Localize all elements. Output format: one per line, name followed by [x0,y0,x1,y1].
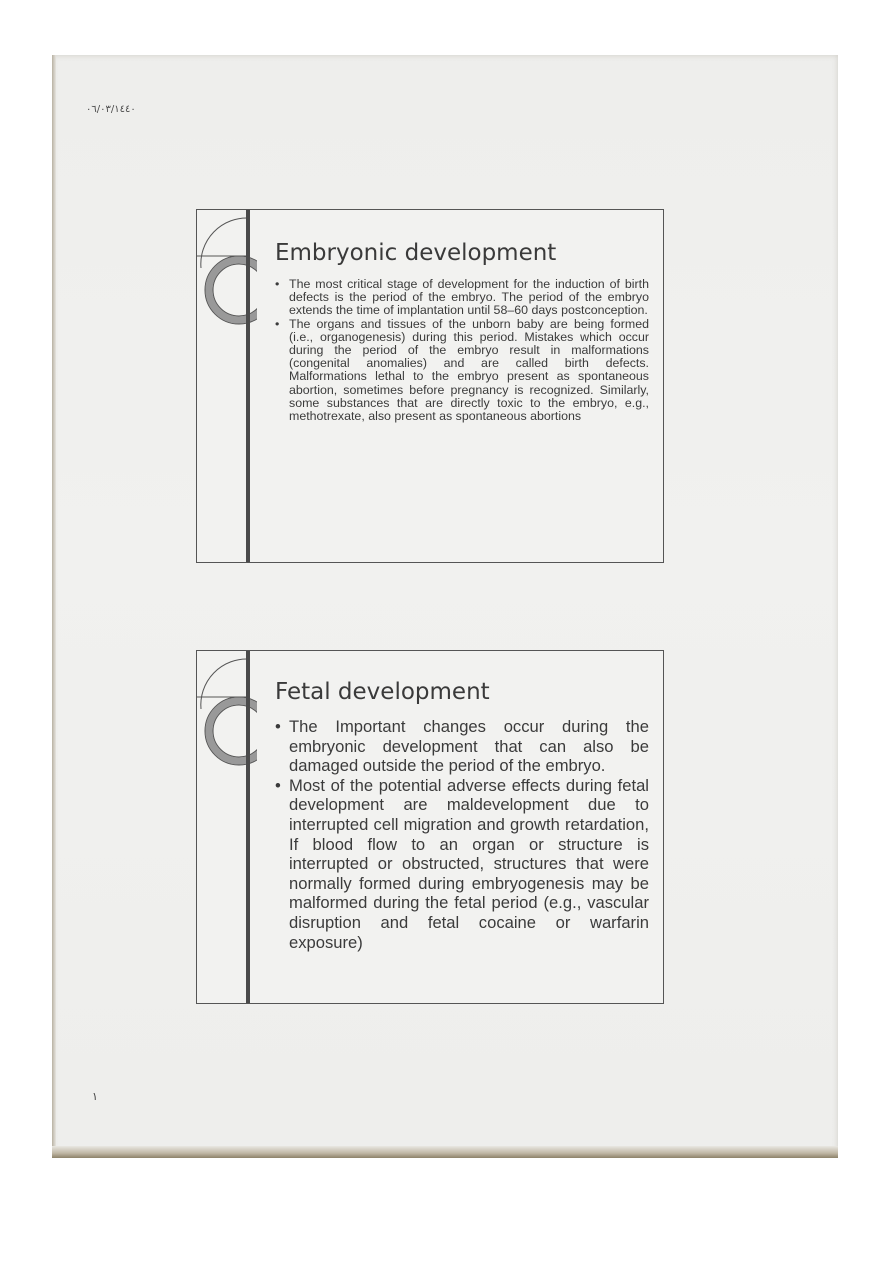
bullet-list [275,278,649,423]
slide-embryonic-development [196,209,664,563]
paper-edge-bottom [52,1146,838,1158]
slide-title: Fetal development [275,679,490,705]
bullet-list [275,717,649,952]
slide-content [275,679,649,952]
bullet-item: • The organs and tissues of the unborn baby are being formed (i.e., organogenesis) during this period. Mistakes which occur during the period of the embryo result in malformations (congenital anomalies) and are called birth defects. Malformations lethal to the embryo present as spontaneous abortion, sometimes before pregnancy is recognized. Similarly, some substances that are directly toxic to the embryo, e.g., methotrexate, also present as spontaneous abortions [275,318,649,424]
bullet-item: • The Important changes occur during the embryonic development that can also be damaged outside the period of the embryo. [275,717,649,776]
bullet-item: • Most of the potential adverse effects during fetal development are maldevelopment due to interrupted cell migration and growth retardation, If blood flow to an organ or structure is interrupted or obstructed, structures that were normally formed during embryogenesis may be malformed during the fetal period (e.g., vascular disruption and fetal cocaine or warfarin exposure) [275,776,649,952]
slide-accent-bar [246,210,250,562]
paper-edge-left [52,55,56,1158]
slide-accent-bar [246,651,250,1003]
bullet-item: • The most critical stage of development for the induction of birth defects is the period of the embryo. The period of the embryo extends the time of implantation until 58–60 days postconception. [275,278,649,318]
slide-fetal-development [196,650,664,1004]
date-stamp: ٠٦/٠٣/١٤٤٠ [86,104,136,115]
slide-title: Embryonic development [275,240,557,266]
slide-content [275,240,649,423]
page-number: ١ [92,1090,98,1103]
